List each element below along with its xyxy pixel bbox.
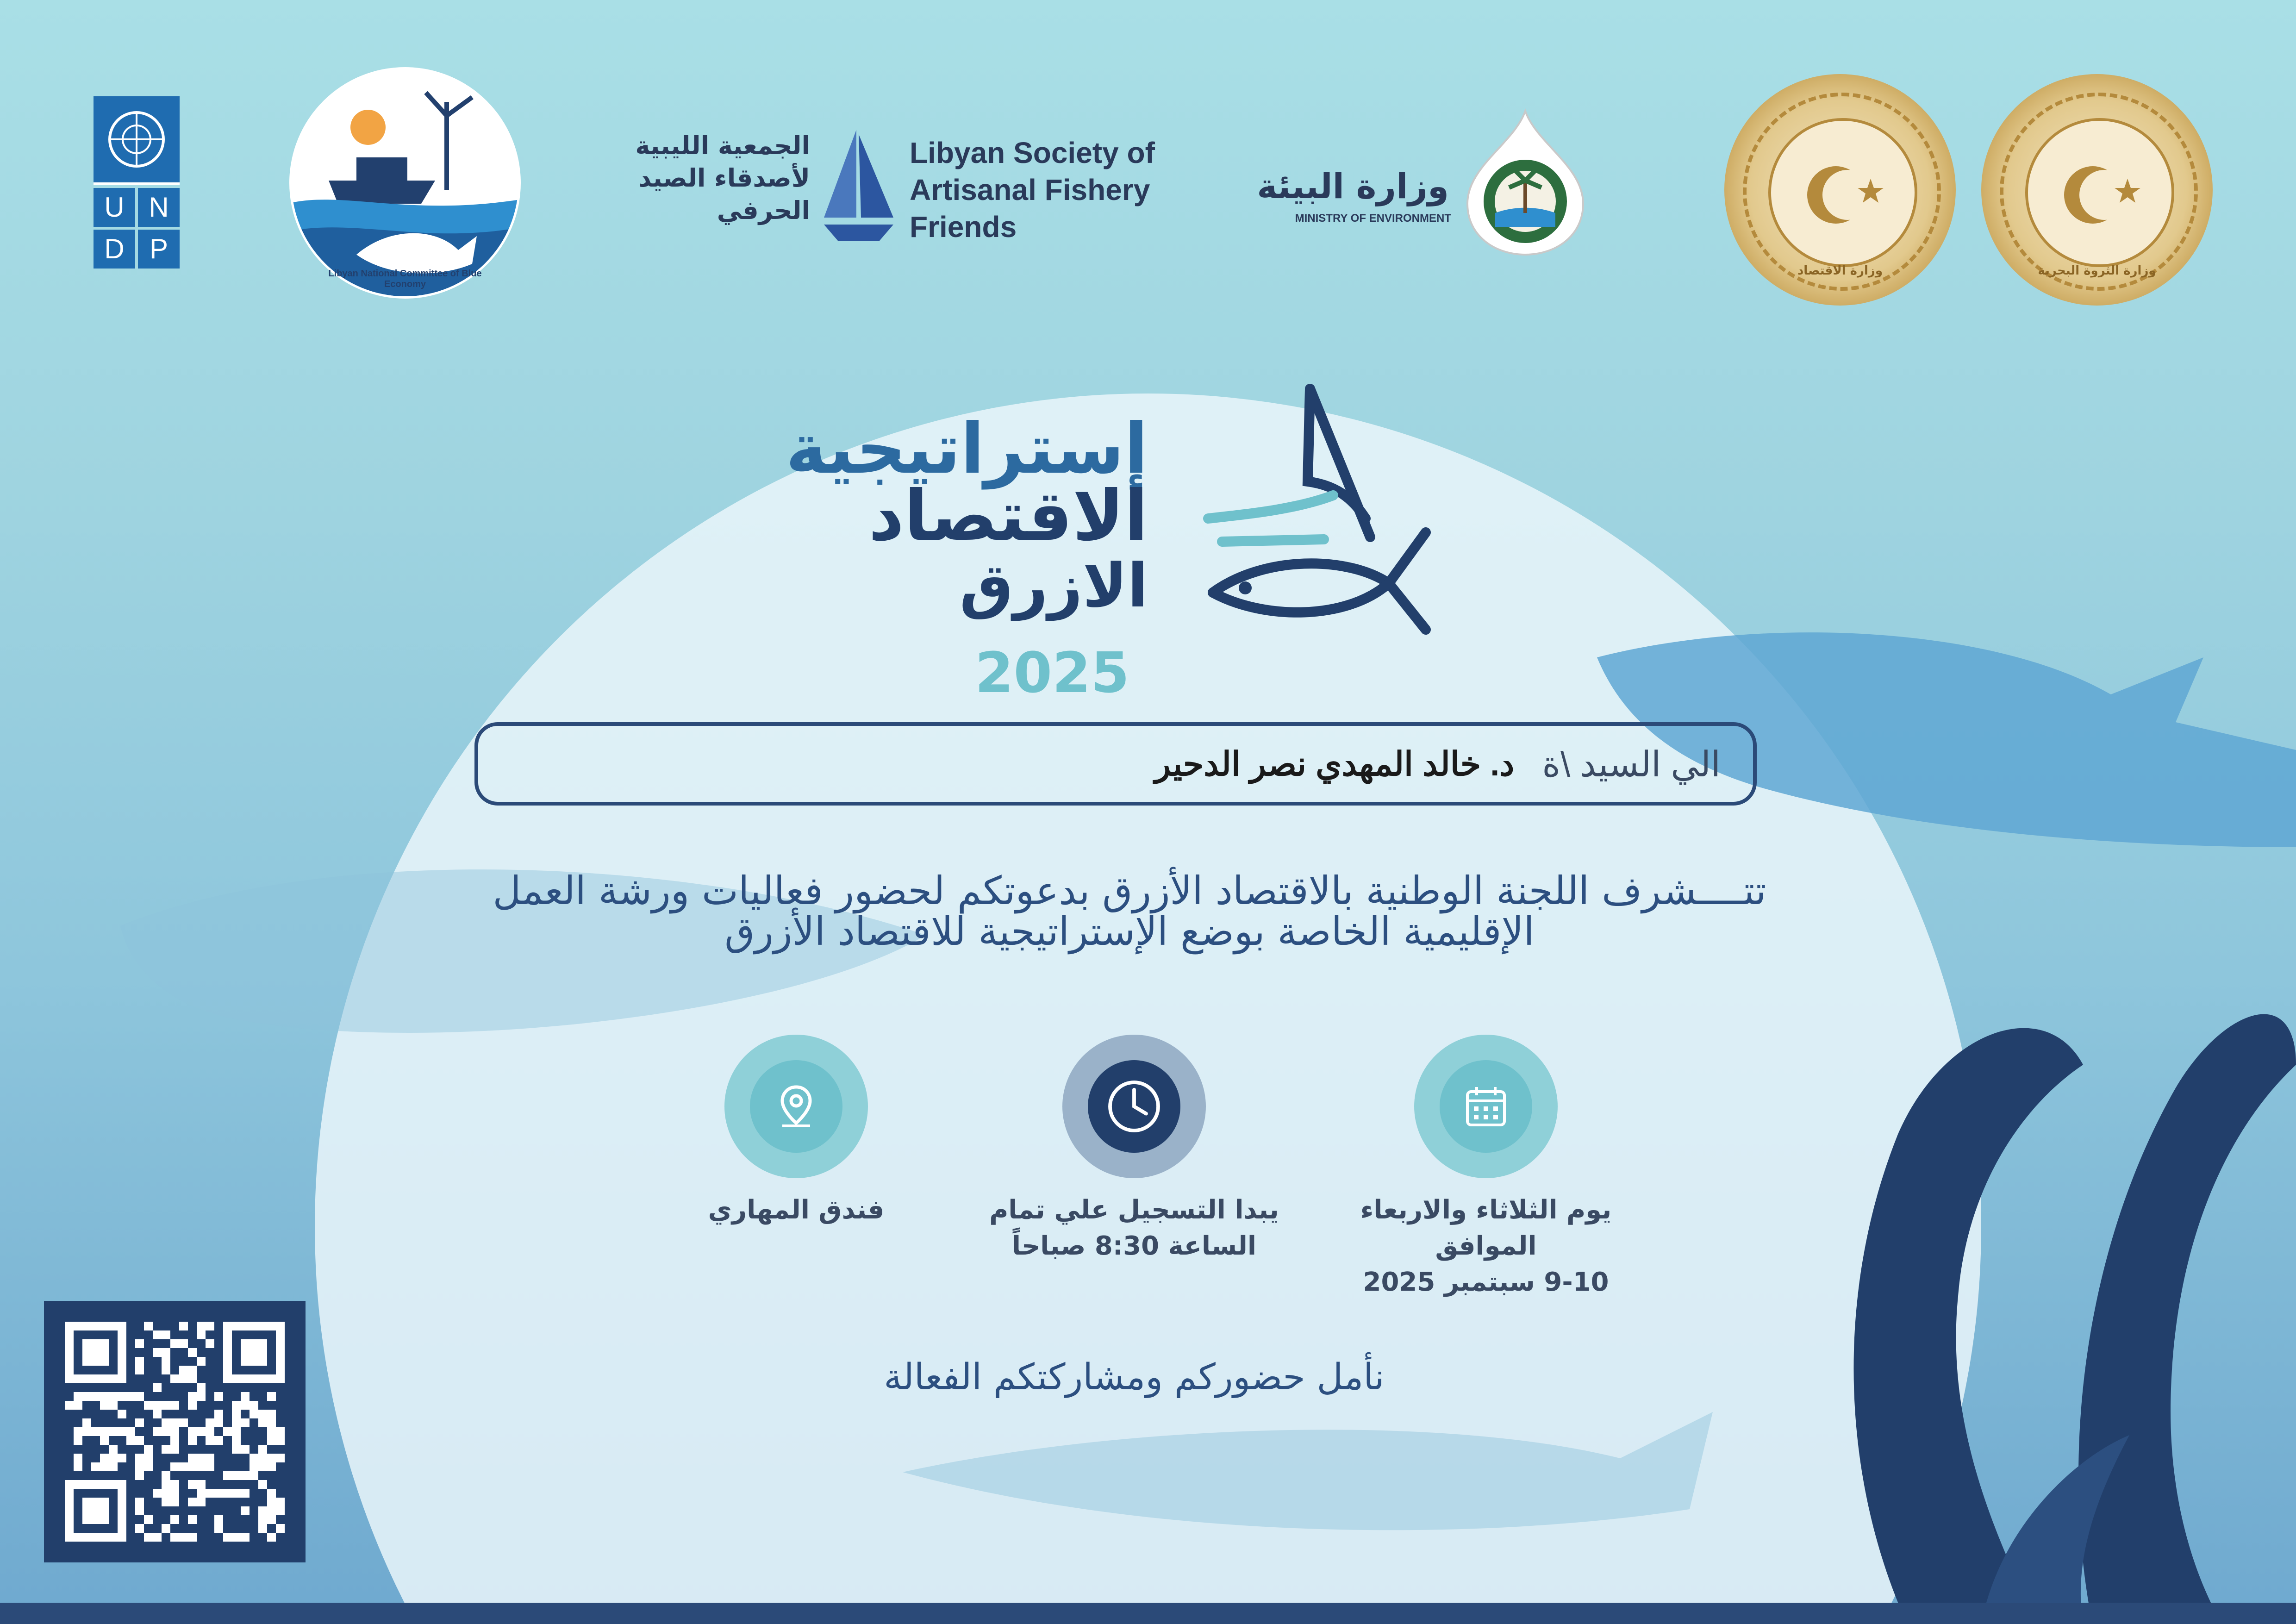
qr-module [144,1445,153,1454]
qr-module [188,1374,197,1383]
qr-module [267,1489,276,1498]
qr-module [267,1454,276,1462]
qr-module [232,1427,241,1436]
qr-module [162,1357,170,1366]
qr-module [241,1533,250,1542]
undp-letter: U [94,188,135,227]
qr-module [197,1392,206,1401]
seal-text: وزارة الثروة البحرية [2038,264,2156,278]
qr-module [188,1392,197,1401]
qr-module [100,1462,109,1471]
fishery-english-line: Friends [910,210,1017,244]
qr-module [250,1401,258,1410]
qr-module [153,1410,162,1418]
strategy-year: 2025 [975,641,1129,706]
qr-module [144,1533,153,1542]
qr-code-pattern [44,1301,306,1562]
qr-module [250,1471,258,1480]
qr-module [82,1427,91,1436]
qr-module [170,1533,179,1542]
fishery-english-line: Artisanal Fishery [910,173,1150,206]
qr-module [109,1392,118,1401]
qr-module [267,1418,276,1427]
qr-module [153,1383,162,1392]
qr-module [74,1401,82,1410]
qr-module [144,1401,153,1410]
qr-module [241,1489,250,1498]
qr-module [153,1330,162,1339]
undp-letter: P [138,230,180,269]
qr-module [188,1348,197,1357]
qr-module [162,1489,170,1498]
boat-fish-logo-icon [1194,380,1435,639]
fishery-arabic-line: الجمعية الليبية [635,131,810,160]
venue-line: فندق المهاري [708,1195,885,1225]
qr-module [162,1498,170,1506]
qr-module [232,1533,241,1542]
seal-inner [1768,118,1917,267]
qr-module [162,1366,170,1374]
strategy-title-line2: الاقتصاد [868,476,1148,556]
qr-module [100,1427,109,1436]
qr-module [214,1524,223,1533]
qr-module [232,1436,241,1445]
qr-module [162,1524,170,1533]
qr-module [179,1418,188,1427]
seal-text: وزارة الاقتصاد [1797,264,1883,278]
qr-module [214,1392,223,1401]
qr-module [109,1445,118,1454]
fishery-arabic-line: لأصدقاء الصيد [638,163,810,193]
qr-module [91,1392,100,1401]
qr-module [258,1480,267,1489]
qr-module [206,1462,214,1471]
recipient-prefix: الي السيد \ة [1542,744,1721,784]
qr-module [170,1436,179,1445]
qr-module [74,1454,82,1462]
qr-module [188,1533,197,1542]
recipient-name: د. خالد المهدي نصر الدحير [1154,746,1515,783]
qr-module [144,1322,153,1330]
qr-module [188,1498,197,1506]
environment-drop-icon [1458,106,1592,259]
qr-module [258,1454,267,1462]
qr-module [267,1533,276,1542]
qr-module [135,1462,144,1471]
qr-module [241,1392,250,1401]
qr-module [179,1462,188,1471]
qr-module [223,1471,232,1480]
qr-module [276,1524,285,1533]
qr-module [162,1330,170,1339]
blue-economy-emblem [287,65,523,301]
qr-module [232,1418,241,1427]
time-line: الساعة 8:30 صباحاً [1011,1231,1257,1261]
qr-module [153,1489,162,1498]
qr-module [232,1471,241,1480]
qr-module [232,1401,241,1410]
time-line: يبدا التسجيل علي تمام [989,1195,1279,1225]
qr-module [197,1427,206,1436]
invitation-line: تتــــشرف اللجنة الوطنية بالاقتصاد الأزرق بدعوتكم لحضور فعاليات ورشة العمل [493,868,1766,913]
qr-module [126,1427,135,1436]
qr-module [241,1445,250,1454]
qr-module [118,1427,126,1436]
undp-letter: N [138,188,180,227]
strategy-title-word: الازرق [959,550,1148,621]
seaweed [2078,1014,2296,1624]
qr-module [197,1330,206,1339]
qr-module [179,1366,188,1374]
strategy-title [786,409,1148,725]
qr-module [179,1374,188,1383]
date-line: يوم الثلاثاء والاربعاء [1360,1195,1612,1225]
qr-module [109,1462,118,1471]
qr-module [188,1480,197,1489]
qr-module [74,1462,82,1471]
qr-module [162,1427,170,1436]
fishery-arabic-line: الحرفي [717,196,810,225]
qr-module [118,1410,126,1418]
qr-module [232,1489,241,1498]
qr-module [276,1427,285,1436]
qr-module [197,1498,206,1506]
qr-module [144,1454,153,1462]
fishery-society-english [910,134,1224,245]
venue-detail [657,1192,935,1228]
qr-module [82,1418,91,1427]
qr-module [250,1462,258,1471]
qr-module [170,1480,179,1489]
qr-module [276,1436,285,1445]
qr-module [179,1322,188,1330]
date-icon-circle [1414,1035,1558,1178]
qr-module [276,1498,285,1506]
qr-module [276,1454,285,1462]
qr-module [135,1366,144,1374]
qr-finder [241,1339,267,1366]
date-line: الموافق [1435,1231,1537,1261]
qr-module [126,1436,135,1445]
marine-wealth-ministry-seal [1981,74,2213,306]
qr-module [214,1489,223,1498]
strategy-title-line1: إستراتيجية [786,409,1148,489]
qr-module [135,1498,144,1506]
environment-ministry-arabic: وزارة البيئة [1257,167,1449,206]
economy-ministry-seal [1724,74,1956,306]
qr-code [44,1301,306,1562]
qr-module [206,1454,214,1462]
time-detail [963,1192,1305,1264]
time-icon-circle [1062,1035,1206,1178]
qr-module [214,1515,223,1524]
qr-module [188,1401,197,1410]
qr-module [188,1454,197,1462]
qr-module [74,1392,82,1401]
qr-module [170,1515,179,1524]
qr-module [197,1480,206,1489]
qr-module [162,1445,170,1454]
qr-module [135,1471,144,1480]
bottom-strip [0,1603,2296,1624]
qr-module [197,1357,206,1366]
fishery-english-line: Libyan Society of [910,136,1155,169]
qr-module [170,1374,179,1383]
qr-module [267,1498,276,1506]
qr-module [170,1445,179,1454]
qr-module [135,1506,144,1515]
qr-module [170,1489,179,1498]
un-globe-icon [94,96,180,182]
qr-module [241,1506,250,1515]
qr-module [91,1462,100,1471]
qr-module [267,1392,276,1401]
qr-module [206,1339,214,1348]
qr-module [162,1471,170,1480]
qr-module [91,1427,100,1436]
qr-module [188,1436,197,1445]
qr-module [232,1445,241,1454]
qr-module [241,1471,250,1480]
qr-module [135,1436,144,1445]
qr-module [170,1427,179,1436]
qr-module [100,1392,109,1401]
qr-module [135,1357,144,1366]
qr-module [258,1462,267,1471]
qr-module [144,1515,153,1524]
qr-module [214,1410,223,1418]
qr-module [188,1462,197,1471]
qr-module [153,1533,162,1542]
qr-module [65,1401,74,1410]
qr-module [214,1418,223,1427]
qr-module [241,1418,250,1427]
environment-ministry-english: MINISTRY OF ENVIRONMENT [1295,212,1451,225]
qr-module [118,1392,126,1401]
qr-module [162,1480,170,1489]
undp-emblem [94,96,180,185]
closing-text: نأمل حضوركم ومشاركتكم الفعالة [884,1356,1385,1398]
qr-module [223,1427,232,1436]
clock-icon [1104,1076,1164,1137]
qr-module [214,1436,223,1445]
crescent-star-icon [2028,121,2171,264]
qr-module [232,1410,241,1418]
qr-module [170,1498,179,1506]
undp-letter: D [94,230,135,269]
date-line: 9-10 سبتمبر 2025 [1363,1267,1609,1297]
calendar-icon [1463,1083,1509,1130]
qr-module [109,1427,118,1436]
qr-module [135,1454,144,1462]
qr-module [206,1489,214,1498]
qr-module [82,1392,91,1401]
qr-module [170,1339,179,1348]
location-pin-icon [773,1083,819,1130]
qr-module [206,1418,214,1427]
qr-module [197,1322,206,1330]
qr-module [250,1454,258,1462]
qr-module [144,1462,153,1471]
fishery-society-arabic [602,130,810,227]
qr-module [170,1401,179,1410]
qr-module [258,1418,267,1427]
qr-module [267,1410,276,1418]
qr-module [100,1454,109,1462]
qr-module [223,1489,232,1498]
invitation-text [463,870,1796,952]
qr-module [126,1392,135,1401]
qr-module [197,1383,206,1392]
qr-module [188,1427,197,1436]
qr-module [267,1436,276,1445]
qr-module [197,1454,206,1462]
qr-module [179,1533,188,1542]
qr-module [197,1489,206,1498]
qr-module [250,1410,258,1418]
qr-module [153,1427,162,1436]
recipient-box [474,722,1757,806]
qr-module [258,1524,267,1533]
qr-module [206,1436,214,1445]
qr-module [74,1436,82,1445]
qr-module [100,1401,109,1410]
date-detail [1333,1192,1639,1300]
undp-logo [94,96,180,269]
qr-module [267,1506,276,1515]
qr-module [188,1366,197,1374]
qr-module [153,1348,162,1357]
seal-inner [2025,118,2174,267]
qr-module [170,1418,179,1427]
qr-module [188,1515,197,1524]
invitation-line: الإقليمية الخاصة بوضع الإستراتيجية للاقتصاد الأزرق [724,909,1535,954]
qr-module [267,1462,276,1471]
qr-module [267,1515,276,1524]
qr-module [258,1515,267,1524]
qr-module [118,1454,126,1462]
qr-module [258,1410,267,1418]
qr-module [241,1401,250,1410]
qr-module [74,1427,82,1436]
qr-finder [82,1339,109,1366]
qr-module [258,1506,267,1515]
qr-finder [82,1498,109,1524]
qr-module [258,1445,267,1454]
qr-module [100,1436,109,1445]
qr-module [153,1401,162,1410]
venue-icon-circle [724,1035,868,1178]
qr-module [170,1462,179,1471]
qr-module [135,1524,144,1533]
qr-module [206,1322,214,1330]
qr-module [223,1533,232,1542]
blue-economy-ring-text: Libyan National Committee of Blue Economy [328,269,482,289]
qr-module [197,1462,206,1471]
qr-module [179,1339,188,1348]
qr-module [109,1454,118,1462]
sailboat-icon [815,125,898,255]
qr-module [267,1427,276,1436]
qr-module [135,1339,144,1348]
crescent-star-icon [1771,121,1915,264]
qr-module [135,1418,144,1427]
qr-module [135,1392,144,1401]
qr-module [276,1506,285,1515]
qr-module [162,1418,170,1427]
blue-economy-logo [287,65,523,301]
qr-module [162,1401,170,1410]
qr-module [162,1348,170,1357]
qr-module [206,1427,214,1436]
qr-module [109,1401,118,1410]
